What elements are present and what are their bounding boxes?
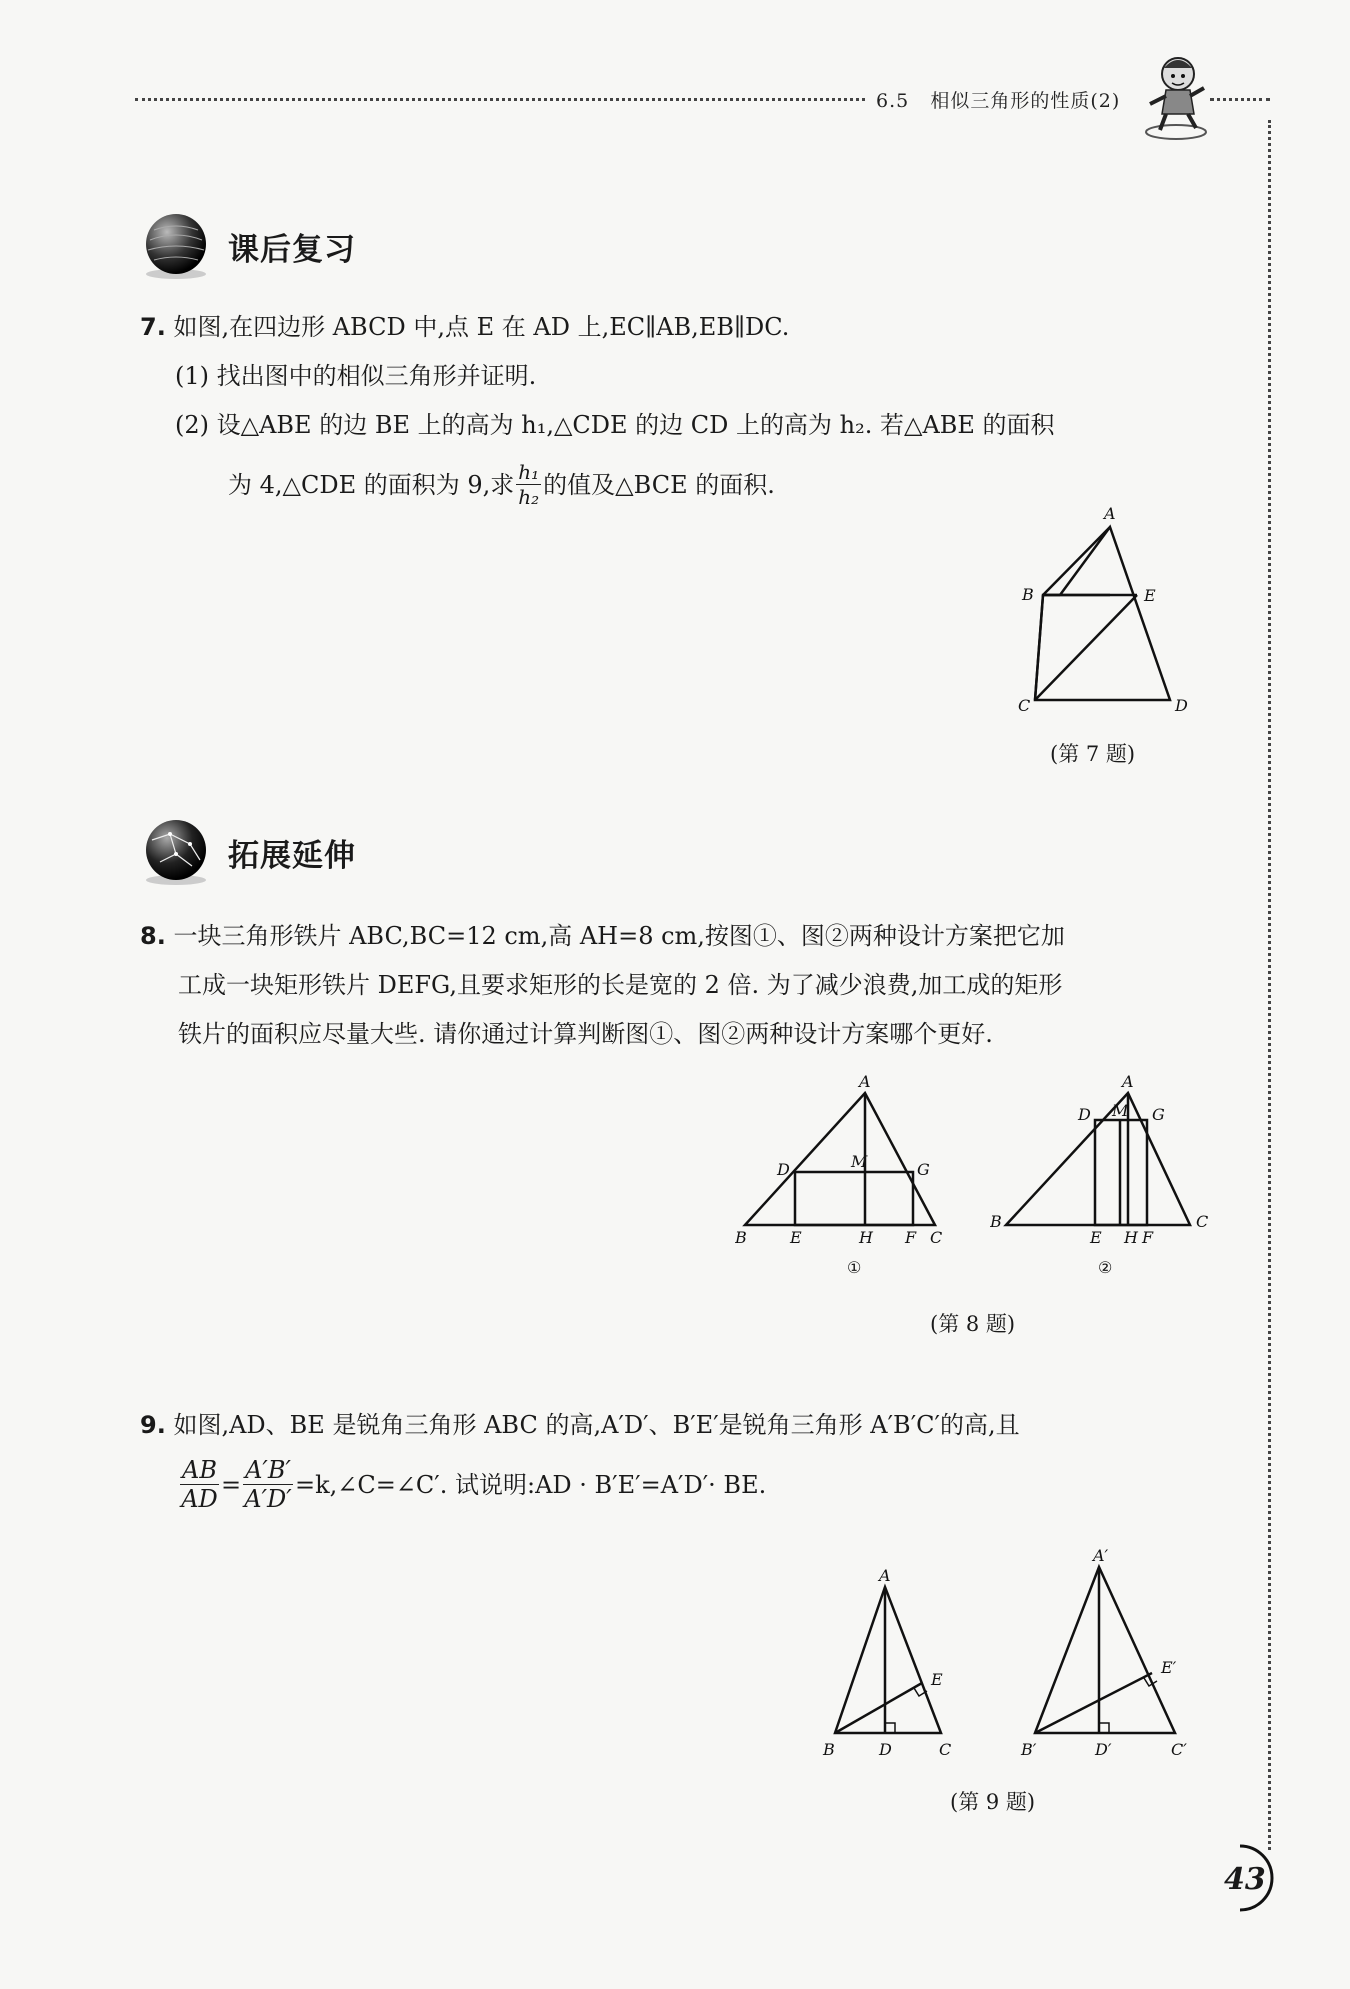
q8-f2-label-e: E [1090,1228,1102,1247]
q8-f2-label-d: D [1078,1105,1091,1124]
q7-part2-line1: (2) 设△ABE 的边 BE 上的高为 h₁,△CDE 的边 CD 上的高为 h₂. 若△ABE 的面积 [175,411,1055,439]
section-extension-heading [140,816,356,888]
q8-fig2-number: ② [1098,1258,1113,1277]
q7-label-e: E [1144,586,1156,605]
q7-stem-text: 如图,在四边形 ABCD 中,点 E 在 AD 上,EC∥AB,EB∥DC. [173,313,790,341]
q8-number: 8. [140,922,166,950]
q9-line1-text: 如图,AD、BE 是锐角三角形 ABC 的高,A′D′、B′E′是锐角三角形 A′B′C′的高,且 [173,1411,1020,1439]
q9-f1-label-c: C [939,1740,952,1759]
q8-f1-label-c: C [930,1228,943,1247]
q7-label-a: A [1104,505,1116,523]
q7-part2-pre: 为 4,△CDE 的面积为 9,求 [228,470,515,499]
section-extension-title: 拓展延伸 [228,837,356,874]
q7-frac-den: h₂ [518,485,540,509]
q8-f1-label-m: M [851,1152,868,1171]
q9-f2-label-d: D′ [1095,1740,1112,1759]
q8-f1-label-f: F [905,1228,917,1247]
q7-figure [1010,505,1210,715]
q8-line3: 铁片的面积应尽量大些. 请你通过计算判断图①、图②两种设计方案哪个更好. [178,1020,993,1048]
q8-f1-triangle [745,1093,935,1225]
header-section-title: 相似三角形的性质(2) [930,90,1121,112]
q9-f1-label-e: E [931,1670,943,1689]
section-review-heading [140,210,356,282]
header-dotted-rule-right [1210,98,1270,101]
q9-f2-label-a: A′ [1093,1546,1109,1565]
q8-caption: (第 8 题) [930,1312,1016,1336]
q8-figure-1 [735,1075,945,1285]
q9-line1 [140,1413,1020,1437]
q8-line1-text: 一块三角形铁片 ABC,BC=12 cm,高 AH=8 cm,按图①、图②两种设计方案把它加 [173,922,1065,950]
q7-label-d: D [1175,696,1188,715]
q8-f2-label-h: H [1124,1228,1138,1247]
q8-f1-label-h: H [859,1228,873,1247]
q9-f1-label-a: A [879,1566,891,1585]
q9-fraction-2 [243,1458,293,1511]
q7-number: 7. [140,313,166,341]
q9-f2-triangle [1035,1567,1175,1733]
q8-f1-label-b: B [735,1228,747,1247]
q9-line2 [178,1458,766,1511]
header-section-number: 6.5 [876,90,910,112]
q9-fraction-1 [180,1458,219,1511]
q7-frac-num: h₁ [518,460,540,484]
q8-f2-label-g: G [1152,1105,1165,1124]
q9-equals: = [220,1470,242,1499]
q7-caption: (第 7 题) [1050,742,1136,766]
globe-icon [140,816,212,888]
q9-f2-label-b: B′ [1021,1740,1037,1759]
header-title [876,86,1120,113]
q7-segment-ce [1035,595,1137,700]
header-dotted-rule [135,98,865,101]
q9-f2-right-angle-d [1099,1723,1109,1733]
q9-caption: (第 9 题) [950,1790,1036,1814]
q9-f1-triangle [835,1587,941,1733]
q8-line1 [140,924,1065,948]
q9-figure-2 [1015,1545,1195,1765]
q9-frac1-den: AD [181,1485,218,1513]
q7-side-ab [1043,527,1110,595]
q7-stem [140,315,789,339]
q9-figure-1 [815,1565,965,1765]
q8-f2-label-c: C [1196,1212,1209,1231]
q9-frac1-num: AB [182,1456,217,1484]
q7-part1: (1) 找出图中的相似三角形并证明. [175,362,537,390]
q8-f2-label-m: M [1112,1101,1129,1120]
q9-frac2-den: A′D′ [244,1485,292,1513]
q8-f1-label-a: A [859,1075,871,1091]
q9-line2-post: =k,∠C=∠C′. 试说明:AD · B′E′=A′D′· BE. [294,1470,767,1499]
q7-part2-line2 [228,462,775,507]
q9-f1-altitude-be [835,1683,922,1733]
q9-number: 9. [140,1411,166,1439]
q9-f2-label-c: C′ [1171,1740,1187,1759]
q8-line2: 工成一块矩形铁片 DEFG,且要求矩形的长是宽的 2 倍. 为了减少浪费,加工成的矩形 [178,971,1063,999]
q9-f1-label-d: D [879,1740,892,1759]
q8-f1-label-g: G [917,1160,930,1179]
q8-f2-label-b: B [990,1212,1002,1231]
q9-frac2-num: A′B′ [245,1456,291,1484]
q9-f2-label-e: E′ [1161,1658,1177,1677]
q9-f1-right-angle-d [885,1723,895,1733]
margin-dotted-rule [1268,120,1271,1850]
section-review-title: 课后复习 [228,231,356,268]
q8-fig1-number: ① [847,1258,862,1277]
q7-quadrilateral [1035,527,1170,700]
q8-f1-rectangle [795,1172,913,1225]
q7-label-b: B [1022,585,1034,604]
q8-f2-label-a: A [1122,1075,1134,1091]
q7-label-c: C [1018,696,1031,715]
q8-f1-label-e: E [790,1228,802,1247]
q7-fraction [516,462,541,507]
q8-f1-label-d: D [777,1160,790,1179]
q9-f1-label-b: B [823,1740,835,1759]
page-number: 43 [1224,1862,1266,1897]
q7-part2-post: 的值及△BCE 的面积. [543,470,775,499]
mascot-icon [1140,52,1212,142]
q9-f2-altitude-be [1035,1673,1152,1733]
q8-figure-2 [990,1075,1230,1285]
sphere-icon [140,210,212,282]
q7-side-bc [1035,595,1043,700]
q8-f2-label-f: F [1142,1228,1154,1247]
